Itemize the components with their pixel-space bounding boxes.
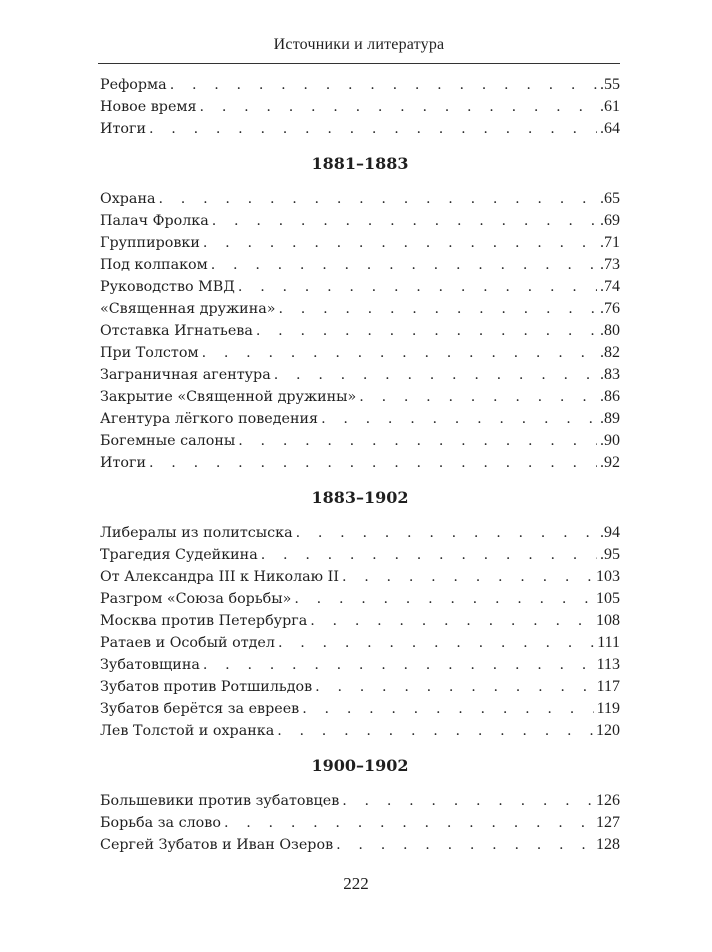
toc-entry xyxy=(100,74,620,96)
toc-entry xyxy=(100,408,620,430)
dot-leader xyxy=(149,118,597,140)
dot-leader xyxy=(342,566,593,588)
toc-entry xyxy=(100,320,620,342)
toc-entry xyxy=(100,654,620,676)
entry-title: Руководство МВД xyxy=(100,279,235,295)
entry-page-number: .71 xyxy=(600,234,620,251)
entry-title: Борьба за слово xyxy=(100,815,221,831)
toc-entry xyxy=(100,342,620,364)
entry-title: Итоги xyxy=(100,455,147,471)
dot-leader xyxy=(261,544,597,566)
entry-title: Сергей Зубатов и Иван Озеров xyxy=(100,837,334,853)
toc-entry xyxy=(100,210,620,232)
entry-page-number: .64 xyxy=(600,120,620,137)
toc-entry xyxy=(100,452,620,474)
entry-title: При Толстом xyxy=(100,345,199,361)
entry-page-number: .73 xyxy=(600,256,620,273)
toc-section xyxy=(100,487,620,742)
entry-page-number: .61 xyxy=(600,98,620,115)
dot-leader xyxy=(149,452,597,474)
entry-page-number: 120 xyxy=(596,722,620,739)
entry-title: Под колпаком xyxy=(100,257,208,273)
running-head: Источники и литература xyxy=(273,36,445,53)
dot-leader xyxy=(200,96,597,118)
section-heading: 1900–1902 xyxy=(311,756,409,775)
dot-leader xyxy=(336,834,593,856)
header-rule xyxy=(98,63,620,64)
entry-title: Зубатовщина xyxy=(100,657,200,673)
entry-page-number: .55 xyxy=(600,76,620,93)
entry-title: Зубатов против Ротшильдов xyxy=(100,679,313,695)
toc-entry xyxy=(100,698,620,720)
entry-page-number: .86 xyxy=(600,388,620,405)
entry-title: Итоги xyxy=(100,121,147,137)
entry-page-number: .90 xyxy=(600,432,620,449)
entry-page-number: .74 xyxy=(600,278,620,295)
entry-page-number: .80 xyxy=(600,322,620,339)
toc-entry xyxy=(100,96,620,118)
entry-page-number: .69 xyxy=(600,212,620,229)
toc-entry xyxy=(100,522,620,544)
entry-page-number: .76 xyxy=(600,300,620,317)
entry-title: Лев Толстой и охранка xyxy=(100,723,275,739)
entry-page-number: .65 xyxy=(600,190,620,207)
dot-leader xyxy=(202,342,597,364)
entry-title: Зубатов берётся за евреев xyxy=(100,701,300,717)
dot-leader xyxy=(238,430,597,452)
toc-entry xyxy=(100,720,620,742)
dot-leader xyxy=(170,74,597,96)
entry-page-number: 119 xyxy=(596,700,620,717)
entry-page-number: 128 xyxy=(596,836,620,853)
toc-entry xyxy=(100,834,620,856)
dot-leader xyxy=(359,386,597,408)
dot-leader xyxy=(342,790,593,812)
entry-page-number: 117 xyxy=(596,678,620,695)
entry-title: Разгром «Союза борьбы» xyxy=(100,591,292,607)
toc-entry xyxy=(100,632,620,654)
dot-leader xyxy=(315,676,593,698)
entry-page-number: 103 xyxy=(596,568,620,585)
entry-title: Охрана xyxy=(100,191,156,207)
toc-entry xyxy=(100,610,620,632)
entry-page-number: 108 xyxy=(596,612,620,629)
toc-entry xyxy=(100,298,620,320)
toc-entry xyxy=(100,364,620,386)
toc-entry xyxy=(100,118,620,140)
page-number: 222 xyxy=(343,874,369,893)
entry-page-number: 127 xyxy=(596,814,620,831)
entry-title: «Священная дружина» xyxy=(100,301,276,317)
entry-title: Трагедия Судейкина xyxy=(100,547,258,563)
entry-title: Богемные салоны xyxy=(100,433,236,449)
toc-entry xyxy=(100,544,620,566)
section-heading: 1881–1883 xyxy=(311,154,409,173)
entry-page-number: 105 xyxy=(596,590,620,607)
section-heading: 1883–1902 xyxy=(311,488,409,507)
toc-entry xyxy=(100,566,620,588)
entry-title: Палач Фролка xyxy=(100,213,209,229)
dot-leader xyxy=(224,812,593,834)
toc-section xyxy=(100,74,620,140)
entry-title: От Александра III к Николаю II xyxy=(100,569,339,585)
toc-entry xyxy=(100,676,620,698)
toc-entry xyxy=(100,588,620,610)
table-of-contents xyxy=(100,74,620,856)
entry-title: Агентура лёгкого поведения xyxy=(100,411,319,427)
entry-title: Отставка Игнатьева xyxy=(100,323,253,339)
toc-entry xyxy=(100,254,620,276)
toc-section xyxy=(100,755,620,856)
entry-title: Реформа xyxy=(100,77,167,93)
entry-page-number: .95 xyxy=(600,546,620,563)
entry-title: Группировки xyxy=(100,235,200,251)
dot-leader xyxy=(159,188,597,210)
entry-page-number: .94 xyxy=(600,524,620,541)
toc-entry xyxy=(100,188,620,210)
dot-leader xyxy=(278,632,594,654)
entry-page-number: .83 xyxy=(600,366,620,383)
entry-title: Москва против Петербурга xyxy=(100,613,308,629)
dot-leader xyxy=(279,298,598,320)
dot-leader xyxy=(238,276,597,298)
entry-page-number: 126 xyxy=(596,792,620,809)
dot-leader xyxy=(211,254,597,276)
dot-leader xyxy=(212,210,597,232)
dot-leader xyxy=(274,364,597,386)
toc-entry xyxy=(100,812,620,834)
entry-page-number: 111 xyxy=(597,634,620,651)
dot-leader xyxy=(203,654,594,676)
entry-title: Ратаев и Особый отдел xyxy=(100,635,275,651)
entry-title: Либералы из политсыска xyxy=(100,525,293,541)
dot-leader xyxy=(203,232,597,254)
entry-title: Новое время xyxy=(100,99,197,115)
entry-page-number: .82 xyxy=(600,344,620,361)
entry-title: Закрытие «Священной дружины» xyxy=(100,389,357,405)
toc-entry xyxy=(100,430,620,452)
dot-leader xyxy=(294,588,593,610)
dot-leader xyxy=(256,320,597,342)
toc-entry xyxy=(100,790,620,812)
entry-page-number: .92 xyxy=(600,454,620,471)
toc-entry xyxy=(100,386,620,408)
entry-title: Большевики против зубатовцев xyxy=(100,793,340,809)
dot-leader xyxy=(296,522,597,544)
entry-title: Заграничная агентура xyxy=(100,367,271,383)
dot-leader xyxy=(302,698,593,720)
toc-section xyxy=(100,153,620,474)
toc-entry xyxy=(100,232,620,254)
entry-page-number: 113 xyxy=(596,656,620,673)
dot-leader xyxy=(321,408,597,430)
toc-entry xyxy=(100,276,620,298)
entry-page-number: .89 xyxy=(600,410,620,427)
dot-leader xyxy=(277,720,593,742)
dot-leader xyxy=(310,610,593,632)
